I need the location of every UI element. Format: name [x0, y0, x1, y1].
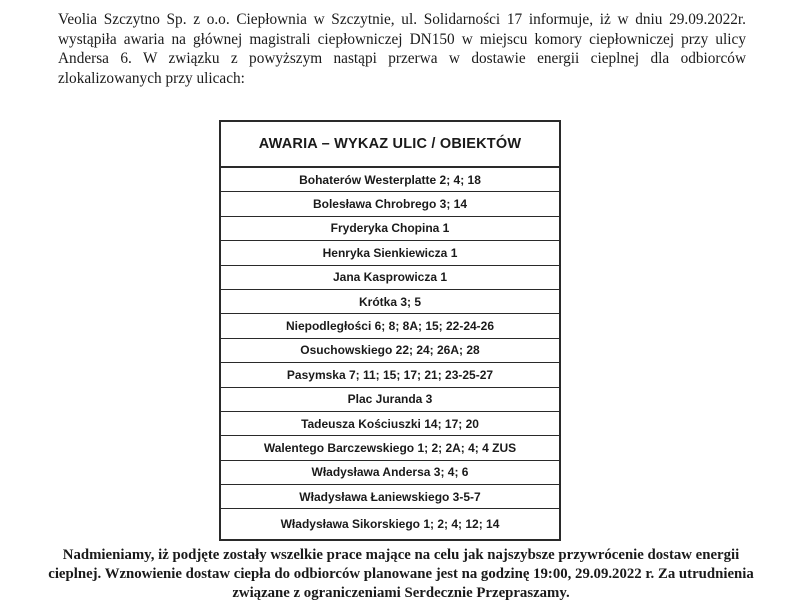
table-row: Tadeusza Kościuszki 14; 17; 20 — [221, 412, 559, 436]
table-row: Walentego Barczewskiego 1; 2; 2A; 4; 4 ZUS — [221, 436, 559, 460]
outage-street-table — [219, 120, 561, 541]
table-row: Osuchowskiego 22; 24; 26A; 28 — [221, 339, 559, 363]
table-row: Władysława Sikorskiego 1; 2; 4; 12; 14 — [280, 517, 500, 532]
table-row: Władysława Andersa 3; 4; 6 — [221, 461, 559, 485]
table-row: Plac Juranda 3 — [221, 388, 559, 412]
table-row: Pasymska 7; 11; 15; 17; 21; 23-25-27 — [221, 363, 559, 387]
table-row: Henryka Sienkiewicza 1 — [221, 241, 559, 265]
table-row: Bohaterów Westerplatte 2; 4; 18 — [221, 168, 559, 192]
intro-paragraph: Veolia Szczytno Sp. z o.o. Ciepłownia w Szczytnie, ul. Solidarności 17 informuje, iż w dniu 29.09.2022r. wystąpiła awaria na głównej magistrali ciepłowniczej DN150 w miejscu komory ciepłowniczej przy ulicy Andersa 6. W związku z powyższym nastąpi przerwa w dostawie energii cieplnej dla odbiorców zlokalizowanych przy ulicach: — [58, 11, 746, 87]
table-header: AWARIA – WYKAZ ULIC / OBIEKTÓW — [221, 122, 559, 168]
table-row: Fryderyka Chopina 1 — [221, 217, 559, 241]
table-row: Krótka 3; 5 — [221, 290, 559, 314]
table-row: Władysława Łaniewskiego 3-5-7 — [221, 485, 559, 509]
table-row: Niepodległości 6; 8; 8A; 15; 22-24-26 — [221, 314, 559, 338]
table-row: Bolesława Chrobrego 3; 14 — [221, 192, 559, 216]
table-row: Jana Kasprowicza 1 — [221, 266, 559, 290]
closing-paragraph: Nadmieniamy, iż podjęte zostały wszelkie prace mające na celu jak najszybsze przywrócenie dostaw energii cieplnej. Wznowienie dostaw ciepła do odbiorców planowane jest na godzinę 19:00, 29.09.2022 r. Za utrudnienia związane z ograniczeniami Serdecznie Przepraszamy. — [48, 547, 754, 601]
